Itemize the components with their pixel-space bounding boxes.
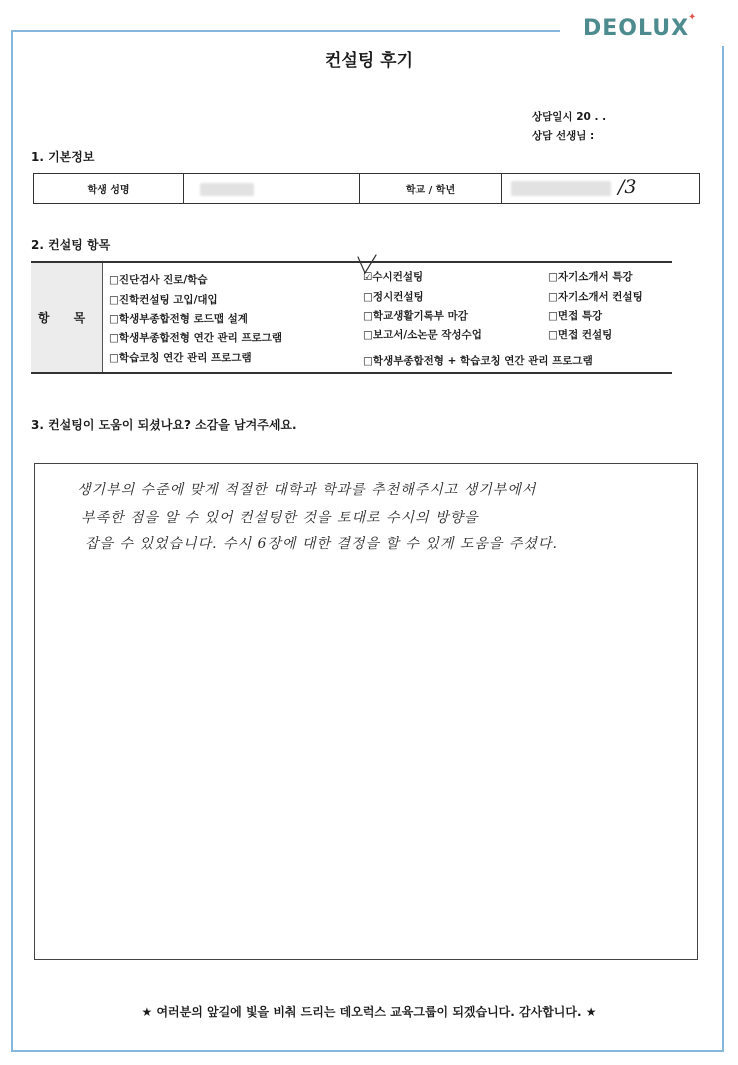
item-checkbox-checked[interactable]: ☑수시컨설팅 bbox=[363, 271, 424, 283]
handwritten-line: 잡을 수 있었습니다. 수시 6장에 대한 결정을 할 수 있게 도움을 주셨다. bbox=[85, 536, 558, 552]
item-checkbox[interactable]: □자기소개서 컨설팅 bbox=[548, 291, 643, 303]
footer-message: ★ 여러분의 앞길에 빛을 비춰 드리는 데오럭스 교육그룹이 되겠습니다. 감사합니다. ★ bbox=[141, 1005, 597, 1019]
school-grade-label: 학교 / 학년 bbox=[360, 174, 502, 203]
item-checkbox[interactable]: □자기소개서 특강 bbox=[548, 271, 633, 283]
redacted-name bbox=[200, 183, 254, 196]
handwritten-check-icon bbox=[356, 253, 378, 277]
brand-logo: DEOLUX bbox=[583, 16, 690, 41]
basic-info-table bbox=[33, 173, 700, 204]
handwritten-line: 생기부의 수준에 맞게 적절한 대학과 학과를 추천해주시고 생기부에서 bbox=[77, 482, 537, 498]
feedback-textarea[interactable] bbox=[34, 463, 698, 960]
item-checkbox[interactable]: □학생부종합전형 연간 관리 프로그램 bbox=[109, 332, 283, 344]
consult-date-label: 상담일시 20 . . bbox=[532, 111, 607, 123]
item-checkbox[interactable]: □면접 특강 bbox=[548, 310, 603, 322]
section-feedback-heading: 3. 컨설팅이 도움이 되셨나요? 소감을 남겨주세요. bbox=[31, 418, 297, 432]
handwritten-line: 부족한 점을 알 수 있어 컨설팅한 것을 토대로 수시의 방향을 bbox=[81, 510, 479, 526]
item-checkbox[interactable]: □정시컨설팅 bbox=[363, 291, 424, 303]
student-name-label: 학생 성명 bbox=[34, 174, 184, 203]
item-checkbox[interactable]: □진단검사 진로/학습 bbox=[109, 274, 208, 286]
redacted-school bbox=[511, 181, 611, 196]
items-row-header: 항 목 bbox=[31, 263, 103, 372]
item-checkbox[interactable]: □학습코칭 연간 관리 프로그램 bbox=[109, 352, 252, 364]
logo-star-icon: ✦ bbox=[688, 12, 697, 23]
student-name-value bbox=[184, 174, 360, 203]
item-checkbox[interactable]: □진학컨설팅 고입/대입 bbox=[109, 294, 218, 306]
section-basic-info-heading: 1. 기본정보 bbox=[31, 150, 95, 164]
item-checkbox[interactable]: □학생부종합전형 로드맵 설계 bbox=[109, 313, 248, 325]
item-checkbox[interactable]: □학생부종합전형 + 학습코칭 연간 관리 프로그램 bbox=[363, 355, 593, 367]
teacher-label: 상담 선생님 : bbox=[532, 130, 595, 142]
document-title: 컨설팅 후기 bbox=[324, 51, 414, 71]
section-items-heading: 2. 컨설팅 항목 bbox=[31, 238, 111, 252]
item-checkbox[interactable]: □면접 컨설팅 bbox=[548, 329, 613, 341]
grade-handwritten: /3 bbox=[618, 176, 637, 198]
item-checkbox[interactable]: □학교생활기록부 마감 bbox=[363, 310, 468, 322]
item-checkbox[interactable]: □보고서/소논문 작성수업 bbox=[363, 329, 482, 341]
consulting-items-table bbox=[31, 261, 672, 374]
school-grade-value bbox=[502, 174, 699, 203]
